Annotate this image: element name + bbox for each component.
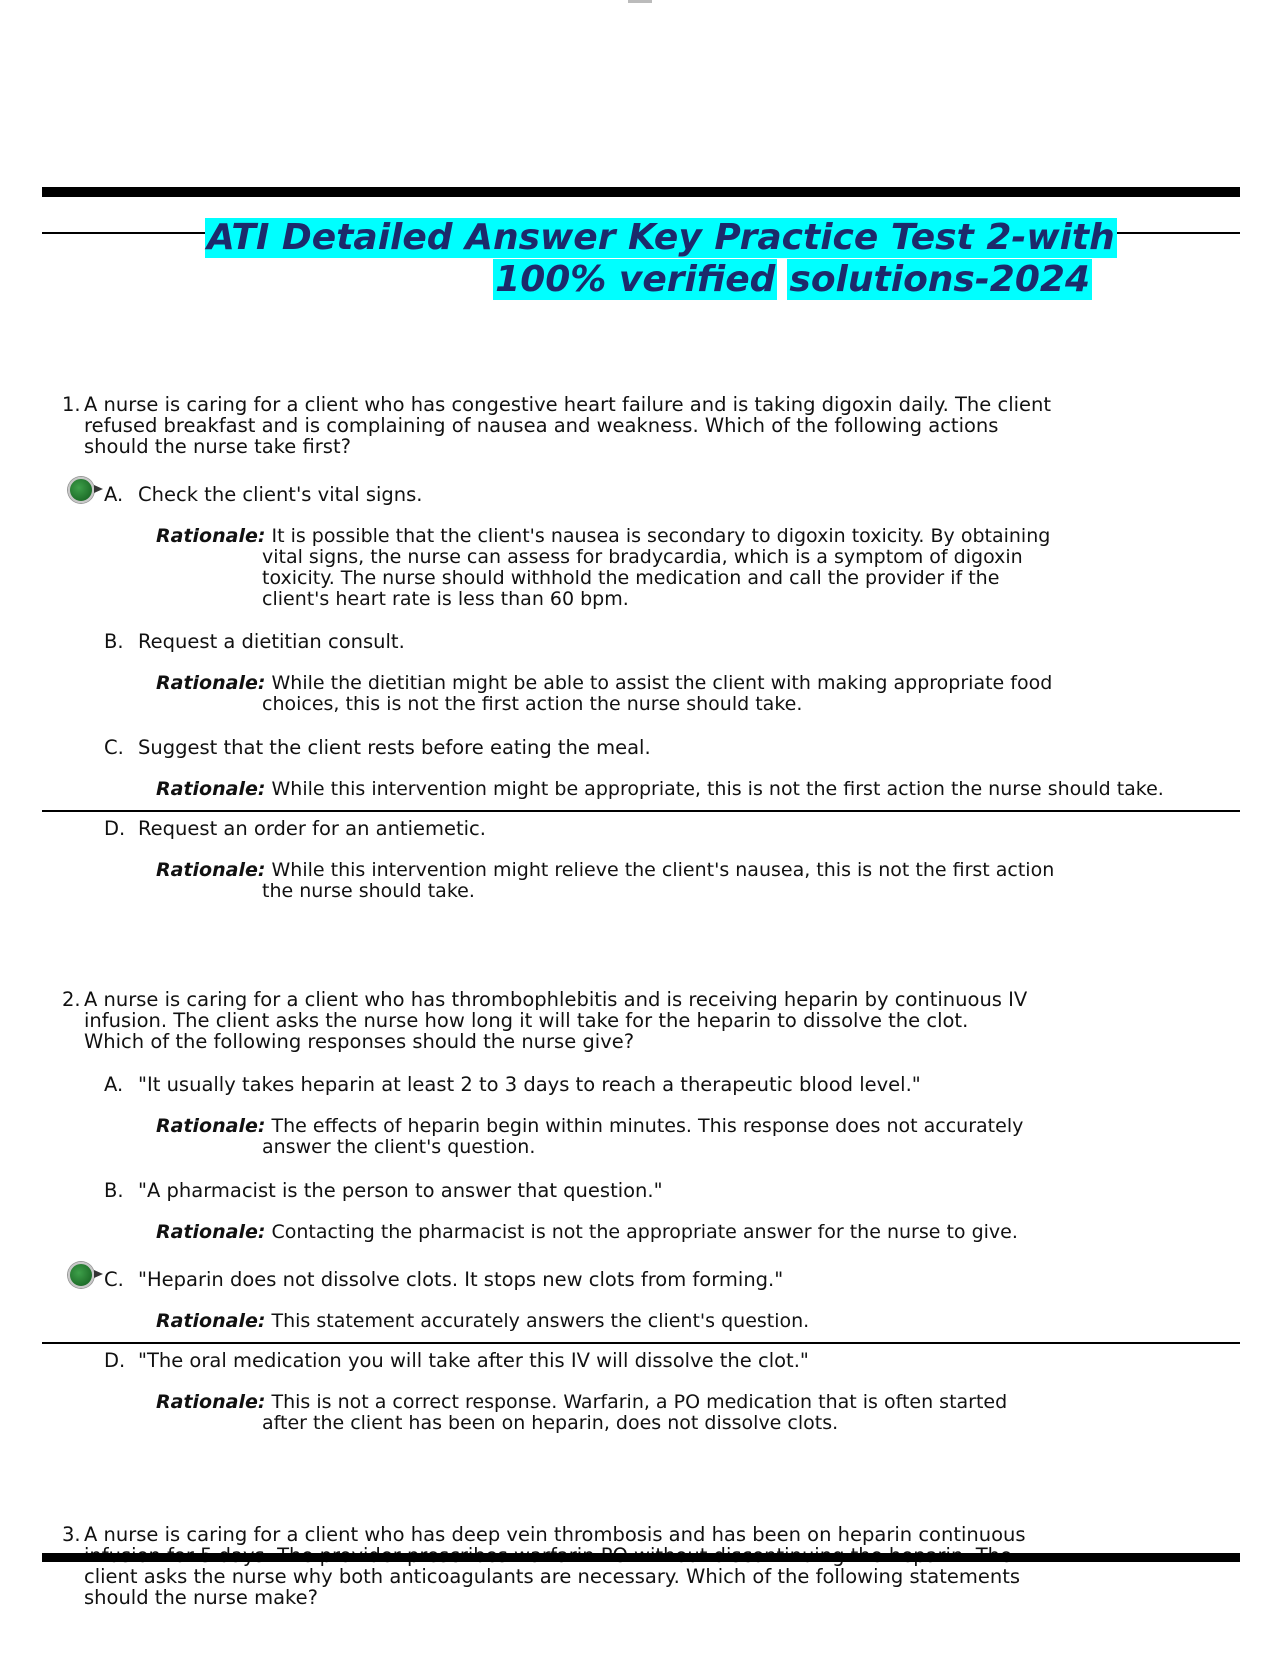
option-b: [104, 1180, 1204, 1201]
option-text: Request a dietitian consult.: [138, 630, 405, 653]
option-d: [104, 818, 1204, 839]
rationale-label: Rationale:: [156, 1310, 266, 1332]
question-number: 1.: [62, 393, 81, 416]
rationale: [156, 673, 1116, 715]
option-text: "The oral medication you will take after this IV will dissolve the clot.": [138, 1349, 809, 1372]
title-line-1: ATI Detailed Answer Key Practice Test 2-with: [207, 217, 1115, 258]
question-2: [62, 989, 1142, 1052]
page-break-rule: [42, 810, 1240, 812]
title-line-2a: 100% verified: [495, 259, 776, 300]
rationale: [156, 1222, 1116, 1243]
rationale-text: While this intervention might relieve the client's nausea, this is not the first action: [271, 859, 1055, 881]
question-text-line: should the nurse make?: [84, 1586, 318, 1609]
rationale-label: Rationale:: [156, 778, 266, 800]
page-break-rule: [42, 1342, 1240, 1344]
option-letter: B.: [104, 630, 124, 653]
option-text: "Heparin does not dissolve clots. It stops new clots from forming.": [138, 1268, 784, 1291]
option-b: [104, 631, 1204, 652]
option-letter: D.: [104, 817, 126, 840]
footer-rule-thick: [42, 1553, 1240, 1562]
rationale-text: client's heart rate is less than 60 bpm.: [262, 588, 629, 610]
correct-answer-marker-icon: [68, 1262, 94, 1288]
option-letter: C.: [104, 736, 124, 759]
top-mark: [628, 0, 652, 3]
rationale-text: vital signs, the nurse can assess for bradycardia, which is a symptom of digoxin: [262, 546, 1023, 568]
option-text: "A pharmacist is the person to answer that question.": [138, 1179, 663, 1202]
rationale-label: Rationale:: [156, 1391, 266, 1413]
question-text-line: A nurse is caring for a client who has deep vein thrombosis and has been on heparin continuous: [84, 1523, 1026, 1546]
rationale-text: It is possible that the client's nausea is secondary to digoxin toxicity. By obtaining: [271, 525, 1051, 547]
question-1: [62, 394, 1142, 457]
question-text-line: client asks the nurse why both anticoagulants are necessary. Which of the following statements: [84, 1565, 1020, 1588]
option-c: [104, 737, 1204, 758]
title-line-2b: solutions-2024: [789, 259, 1090, 300]
correct-answer-marker-icon: [68, 477, 94, 503]
rationale-label: Rationale:: [156, 525, 266, 547]
option-letter: A.: [104, 483, 124, 506]
question-text-line: should the nurse take first?: [84, 435, 351, 458]
rationale-text: answer the client's question.: [262, 1136, 536, 1158]
rationale: [156, 1116, 1116, 1158]
rationale-label: Rationale:: [156, 1115, 266, 1137]
header-rule-thick: [42, 187, 1240, 197]
question-text-line: infusion. The client asks the nurse how long it will take for the heparin to dissolve the clot.: [84, 1009, 969, 1032]
option-letter: D.: [104, 1349, 126, 1372]
rationale-label: Rationale:: [156, 672, 266, 694]
rationale-label: Rationale:: [156, 1221, 266, 1243]
option-a: [104, 484, 1204, 505]
option-d: [104, 1350, 1204, 1371]
option-text: "It usually takes heparin at least 2 to 3 days to reach a therapeutic blood level.": [138, 1073, 921, 1096]
question-number: 3.: [62, 1523, 81, 1546]
rationale-label: Rationale:: [156, 859, 266, 881]
option-c: [104, 1269, 1204, 1290]
rationale-text: This statement accurately answers the client's question.: [271, 1310, 810, 1332]
rationale-text: The effects of heparin begin within minutes. This response does not accurately: [271, 1115, 1024, 1137]
question-3: [62, 1524, 1142, 1608]
rationale: [156, 526, 1116, 610]
rationale-text: While the dietitian might be able to assist the client with making appropriate food: [271, 672, 1053, 694]
rationale-text: toxicity. The nurse should withhold the medication and call the provider if the: [262, 567, 1000, 589]
option-a: [104, 1074, 1204, 1095]
question-text-line: A nurse is caring for a client who has thrombophlebitis and is receiving heparin by continuous IV: [84, 988, 1028, 1011]
rationale-text: Contacting the pharmacist is not the appropriate answer for the nurse to give.: [271, 1221, 1018, 1243]
rationale: [156, 1311, 1116, 1332]
question-text-line: Which of the following responses should the nurse give?: [84, 1030, 635, 1053]
rationale-text: the nurse should take.: [262, 880, 475, 902]
option-letter: C.: [104, 1268, 124, 1291]
rationale-text: This is not a correct response. Warfarin, a PO medication that is often started: [271, 1391, 1008, 1413]
rationale-text: after the client has been on heparin, does not dissolve clots.: [262, 1412, 839, 1434]
rationale-text: choices, this is not the first action the nurse should take.: [262, 693, 803, 715]
question-number: 2.: [62, 988, 81, 1011]
option-text: Suggest that the client rests before eating the meal.: [138, 736, 651, 759]
rationale: [156, 860, 1116, 902]
rationale: [156, 1392, 1116, 1434]
option-text: Check the client's vital signs.: [138, 483, 423, 506]
option-letter: B.: [104, 1179, 124, 1202]
rationale-text: While this intervention might be appropriate, this is not the first action the nurse should take.: [271, 778, 1164, 800]
rationale: [156, 779, 1236, 800]
option-text: Request an order for an antiemetic.: [138, 817, 486, 840]
question-text-line: A nurse is caring for a client who has congestive heart failure and is taking digoxin daily. The client: [84, 393, 1052, 416]
marker-arrow-icon: [94, 485, 103, 493]
question-text-line: refused breakfast and is complaining of nausea and weakness. Which of the following actions: [84, 414, 999, 437]
option-letter: A.: [104, 1073, 124, 1096]
marker-arrow-icon: [94, 1270, 103, 1278]
